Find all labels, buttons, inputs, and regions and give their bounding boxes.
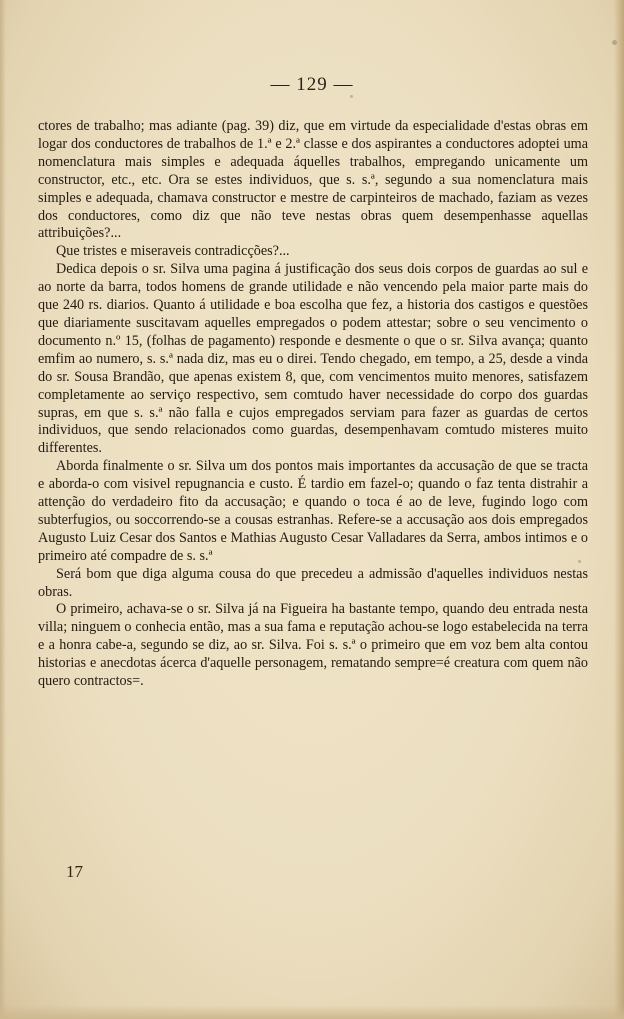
paragraph-3: Dedica depois o sr. Silva uma pagina á justificação dos seus dois corpos de guardas ao sul e ao norte da barra, todos homens de grande utilidade e não vencendo pela maior parte mais do que 240 rs. diarios. Quanto á utilidade e boa escolha que fez, a historia dos castigos e questões que diariamente suscitavam aquelles empregados o podem attestar; sobre o seu vencimento o documento n.º 15, (folhas de pagamento) responde e desmente o que o sr. Silva avança; quanto emfim ao numero, s. s.ª nada diz, mas eu o direi. Tendo chegado, em tempo, a 25, desde a vinda do sr. Sousa Brandão, que apenas existem 8, que, com vencimentos muito menores, satisfazem completamente ao serviço respectivo, sem comtudo haver necessidade do corpo dos guardas supras, em que s. s.ª não falla e cujos empregados serviam para fazer as guardas de certos individuos, que sendo relacionados como guardas, desempenhavam comtudo misteres muito differentes. xyxy=(38,261,588,457)
page-edge-right xyxy=(614,0,624,1019)
paragraph-6: O primeiro, achava-se o sr. Silva já na Figueira ha bastante tempo, quando deu entrada nesta villa; ninguem o conhecia então, mas a sua fama e reputação achou-se logo estabelecida na terra e a honra cabe-a, segundo se diz, ao sr. Silva. Foi s. s.ª o primeiro que em voz bem alta contou historias e anecdotas ácerca d'aquelle personagem, rematando sempre=é creatura com quem não quero contractos=. xyxy=(38,601,588,690)
page-edge-bottom xyxy=(0,1005,624,1019)
ink-speck xyxy=(578,560,581,563)
body-text xyxy=(38,118,588,691)
ink-speck xyxy=(612,40,617,45)
paragraph-1: ctores de trabalho; mas adiante (pag. 39) diz, que em virtude da especialidade d'estas obras em logar dos conductores de trabalhos de 1.ª e 2.ª classe e dos aspirantes a conductores adoptei uma nomenclatura mais simples e adequada áquelles trabalhos, empregando unicamente um constructor, etc., etc. Ora se estes individuos, que s. s.ª, segundo a sua nomenclatura mais simples e adequada, chamava constructor e mestre de carpinteiros de machado, faziam as vezes dos conductores, como diz que não teve nestas obras quem desempenhasse aquellas attribuições?... xyxy=(38,118,588,242)
ink-speck xyxy=(350,95,353,98)
page-number: — 129 — xyxy=(270,74,354,95)
printer-signature-mark: 17 xyxy=(66,862,83,881)
paragraph-4: Aborda finalmente o sr. Silva um dos pontos mais importantes da accusação de que se tracta e aborda-o com visivel repugnancia e custo. É tardio em fazel-o; quando o faz tenta distrahir a attenção do verdadeiro fito da accusação; e quando o toca é ao de leve, fugindo logo com subterfugios, ou soccorrendo-se a cousas estranhas. Refere-se a accusação aos dois empregados Augusto Luiz Cesar dos Santos e Mathias Augusto Cesar Valladares da Serra, ambos intimos e o primeiro até compadre de s. s.ª xyxy=(38,458,588,564)
paragraph-5: Será bom que diga alguma cousa do que precedeu a admissão d'aquelles individuos nestas obras. xyxy=(38,565,588,600)
paragraph-2: Que tristes e miseraveis contradicções?... xyxy=(56,243,290,260)
page-edge-left xyxy=(0,0,6,1019)
